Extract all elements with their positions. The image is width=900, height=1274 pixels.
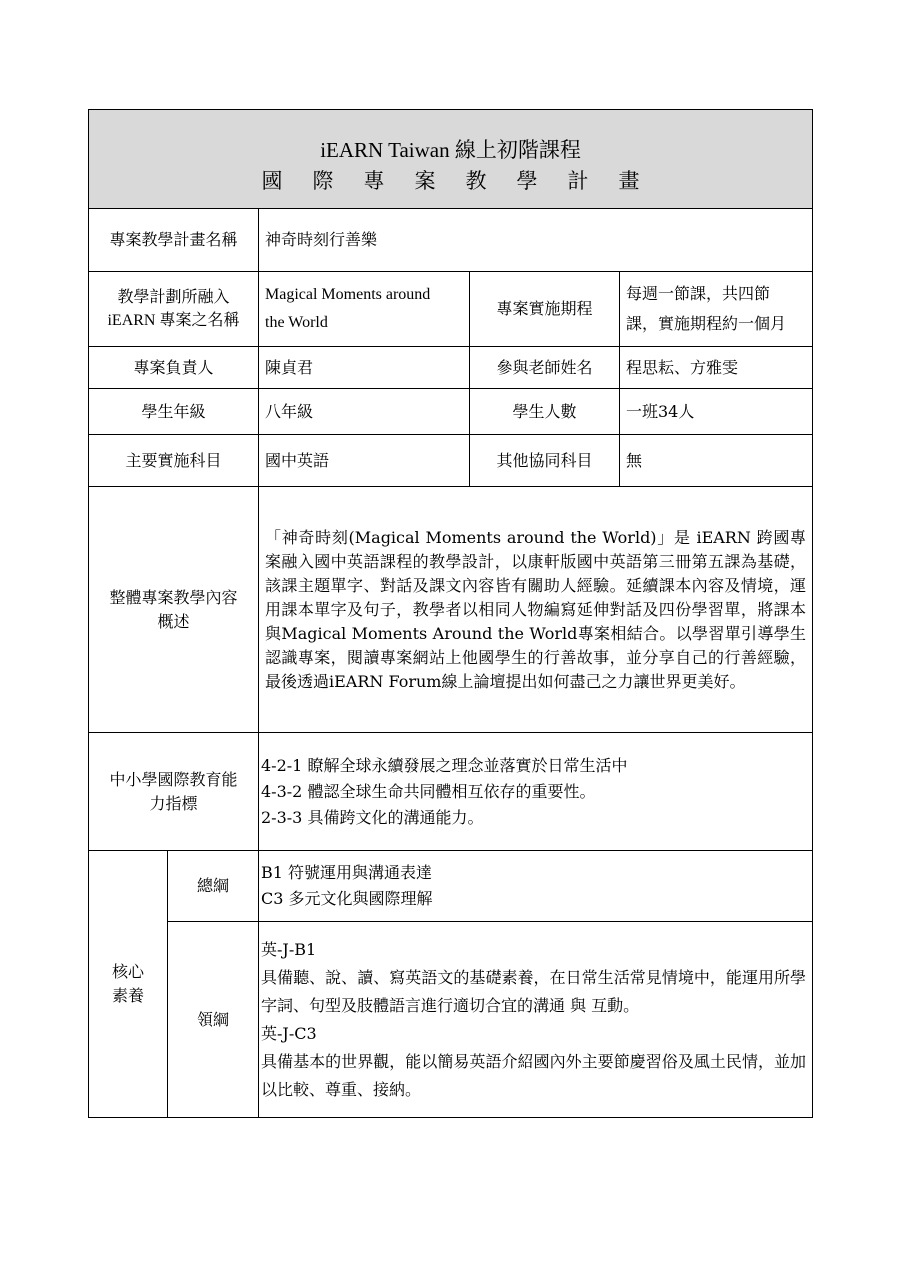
grade-label: 學生年級 bbox=[89, 389, 259, 435]
domain-outline-list bbox=[259, 922, 813, 1118]
period-value-line2: 課，實施期程約一個月 bbox=[626, 314, 787, 333]
other-subject-label: 其他協同科目 bbox=[470, 435, 620, 487]
teaching-plan-table bbox=[88, 109, 813, 1118]
indicators-list bbox=[259, 733, 813, 851]
plan-header bbox=[89, 110, 813, 209]
general-outline-list bbox=[259, 851, 813, 922]
overview-text: 「神奇時刻(Magical Moments around the World)」是 iEARN 跨國專案融入國中英語課程的教學設計，以康軒版國中英語第三冊第五課為基礎，該課主題單字、對話及課文內容皆有關助人經驗。延續課本內容及情境，運用課本單字及句子，教學者以相同人物編寫延伸對話及四份學習單，將課本與Magical Moments Around the World專案相結合。以學習單引導學生認識專案，閱讀專案網站上他國學生的行善故事，並分享自己的行善經驗，最後透過iEARN Forum線上論壇提出如何盡己之力讓世界更美好。 bbox=[259, 487, 813, 733]
domain-outline-item: 具備基本的世界觀，能以簡易英語介紹國內外主要節慶習俗及風土民情，並加以比較、尊重、接納。 bbox=[261, 1051, 807, 1099]
period-value-line1: 每週一節課，共四節 bbox=[626, 284, 771, 303]
indicator-item: 4-3-2 體認全球生命共同體相互依存的重要性。 bbox=[261, 781, 596, 801]
core-literacy-label-line1: 核心 bbox=[111, 962, 144, 981]
general-outline-label: 總綱 bbox=[168, 851, 259, 922]
project-name-value-line2: the World bbox=[265, 314, 328, 331]
student-count-label: 學生人數 bbox=[470, 389, 620, 435]
project-name-value bbox=[259, 272, 470, 347]
subject-label: 主要實施科目 bbox=[89, 435, 259, 487]
period-value bbox=[620, 272, 813, 347]
project-name-label bbox=[89, 272, 259, 347]
plan-name-value: 神奇時刻行善樂 bbox=[259, 209, 813, 272]
domain-outline-item: 英-J-B1 bbox=[261, 939, 317, 959]
overview-label-line2: 概述 bbox=[157, 611, 190, 631]
teachers-label: 參與老師姓名 bbox=[470, 347, 620, 389]
core-literacy-label-line2: 素養 bbox=[111, 986, 144, 1005]
indicators-label bbox=[89, 733, 259, 851]
general-outline-item: B1 符號運用與溝通表達 bbox=[261, 863, 433, 882]
indicator-item: 4-2-1 瞭解全球永續發展之理念並落實於日常生活中 bbox=[261, 755, 628, 775]
indicator-item: 2-3-3 具備跨文化的溝通能力。 bbox=[261, 807, 484, 827]
grade-value: 八年級 bbox=[259, 389, 470, 435]
subject-value: 國中英語 bbox=[259, 435, 470, 487]
domain-outline-item: 具備聽、說、讀、寫英語文的基礎素養，在日常生活常見情境中，能運用所學字詞、句型及肢體語言進行適切合宜的溝通 與 互動。 bbox=[261, 967, 807, 1015]
core-literacy-label bbox=[89, 851, 168, 1118]
indicators-label-line2: 力指標 bbox=[149, 793, 198, 813]
other-subject-value: 無 bbox=[620, 435, 813, 487]
overview-label-line1: 整體專案教學內容 bbox=[109, 587, 238, 607]
project-name-value-line1: Magical Moments around bbox=[265, 286, 431, 303]
general-outline-item: C3 多元文化與國際理解 bbox=[261, 889, 433, 908]
header-subtitle: 國際專案教學計畫 bbox=[261, 169, 670, 193]
project-name-label-line1: 教學計劃所融入 bbox=[117, 287, 230, 306]
overview-label bbox=[89, 487, 259, 733]
indicators-label-line1: 中小學國際教育能 bbox=[109, 769, 238, 789]
student-count-value: 一班34人 bbox=[620, 389, 813, 435]
leader-value: 陳貞君 bbox=[259, 347, 470, 389]
header-title: iEARN Taiwan 線上初階課程 bbox=[320, 138, 581, 162]
domain-outline-item: 英-J-C3 bbox=[261, 1023, 317, 1043]
period-label: 專案實施期程 bbox=[470, 272, 620, 347]
domain-outline-label: 領綱 bbox=[168, 922, 259, 1118]
plan-name-label: 專案教學計畫名稱 bbox=[89, 209, 259, 272]
project-name-label-line2: iEARN 專案之名稱 bbox=[107, 312, 240, 329]
teachers-value: 程思耘、方雅雯 bbox=[620, 347, 813, 389]
leader-label: 專案負責人 bbox=[89, 347, 259, 389]
